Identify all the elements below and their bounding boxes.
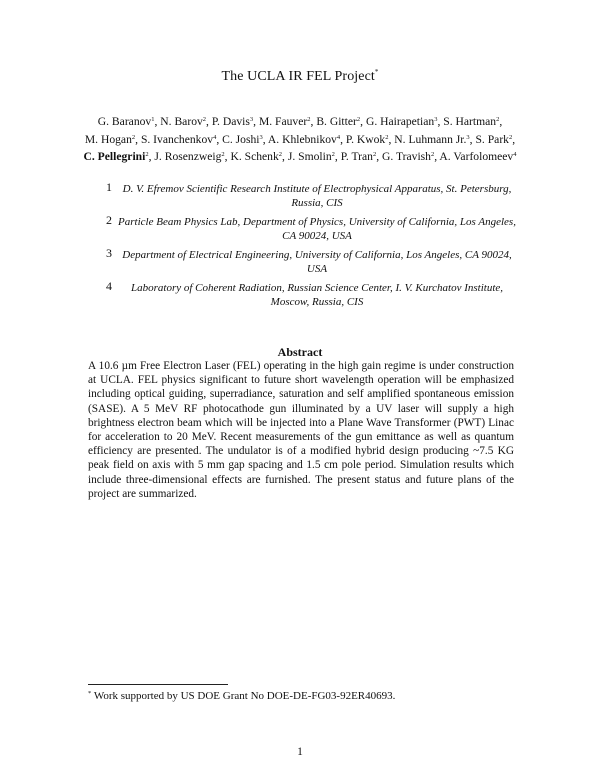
author-name bbox=[98, 115, 158, 128]
author-separator: , bbox=[253, 115, 257, 128]
author-name-text: J. Smolin bbox=[287, 150, 332, 164]
footnote-divider bbox=[88, 684, 228, 685]
author-name-text: S. Park bbox=[475, 132, 509, 146]
author-separator: , bbox=[512, 132, 516, 146]
affiliation-item bbox=[100, 215, 520, 243]
page-number: 1 bbox=[297, 746, 303, 758]
affiliation-number: 3 bbox=[106, 246, 112, 260]
author-affiliation-mark: 2 bbox=[356, 116, 361, 123]
affiliation-number: 1 bbox=[106, 180, 112, 194]
author-name bbox=[84, 150, 152, 163]
author-separator: , bbox=[469, 132, 473, 146]
author-name-text: P. Davis bbox=[211, 115, 250, 128]
author-affiliation-mark: 4 bbox=[513, 151, 517, 159]
author-affiliation-mark: 2 bbox=[131, 133, 136, 141]
affiliation-list bbox=[100, 182, 520, 314]
affiliation-text: Department of Electrical Engineering, University of California, Los Angeles, CA 90024, USA bbox=[122, 249, 512, 275]
affiliation-text: D. V. Efremov Scientific Research Institute of Electrophysical Apparatus, St. Petersburg, Russia, CIS bbox=[122, 183, 512, 209]
author-name bbox=[443, 115, 502, 128]
author-separator: , bbox=[148, 150, 152, 164]
author-name-text: N. Luhmann Jr. bbox=[394, 132, 467, 146]
author-name-text: G. Hairapetian bbox=[365, 115, 435, 128]
title-footnote-mark: * bbox=[374, 68, 379, 76]
author-affiliation-mark: 3 bbox=[434, 116, 438, 123]
author-separator: , bbox=[135, 132, 139, 146]
author-affiliation-mark: 2 bbox=[202, 116, 207, 123]
author-name bbox=[154, 150, 227, 163]
author-name-text: B. Gitter bbox=[316, 115, 357, 128]
author-separator: , bbox=[376, 150, 380, 164]
author-name bbox=[85, 133, 138, 146]
author-separator: , bbox=[360, 115, 364, 128]
author-name-text: P. Tran bbox=[340, 150, 373, 164]
author-affiliation-mark: 4 bbox=[336, 133, 341, 141]
author-separator: , bbox=[437, 115, 441, 128]
author-separator: , bbox=[282, 150, 285, 164]
author-name-text: J. Rosenzweig bbox=[154, 150, 222, 164]
author-affiliation-mark: 2 bbox=[307, 116, 311, 123]
author-name bbox=[222, 133, 266, 146]
author-name bbox=[259, 115, 313, 128]
author-name bbox=[439, 150, 516, 163]
author-name bbox=[230, 150, 284, 163]
author-affiliation-mark: 2 bbox=[145, 151, 149, 159]
affiliation-number: 4 bbox=[106, 279, 112, 293]
author-name-text: S. Hartman bbox=[443, 115, 497, 128]
author-name-text: S. Ivanchenkov bbox=[140, 132, 214, 146]
author-separator: , bbox=[154, 115, 158, 128]
author-name-text: C. Pellegrini bbox=[83, 150, 146, 164]
author-name-text: K. Schenk bbox=[230, 150, 279, 164]
author-name bbox=[394, 133, 472, 146]
author-name-text: G. Travish bbox=[382, 150, 431, 164]
author-name-text: P. Kwok bbox=[345, 132, 386, 146]
affiliation-item bbox=[100, 182, 520, 210]
author-name-text: M. Hogan bbox=[84, 132, 132, 146]
author-name bbox=[316, 115, 363, 128]
author-affiliation-mark: 2 bbox=[221, 151, 225, 159]
author-name bbox=[475, 133, 515, 146]
author-affiliation-mark: 2 bbox=[278, 151, 283, 159]
author-name bbox=[288, 150, 338, 163]
author-affiliation-mark: 3 bbox=[466, 133, 470, 141]
author-affiliation-mark: 2 bbox=[508, 133, 513, 141]
author-separator: , bbox=[206, 115, 209, 128]
affiliation-text: Particle Beam Physics Lab, Department of Physics, University of California, Los Angeles, CA 90024, USA bbox=[118, 216, 516, 242]
author-separator: , bbox=[334, 150, 338, 164]
footnote-mark: * bbox=[88, 690, 92, 697]
author-affiliation-mark: 2 bbox=[385, 133, 389, 141]
author-name-text: M. Fauver bbox=[258, 115, 308, 128]
paper-title-text: The UCLA IR FEL Project bbox=[221, 69, 375, 84]
author-affiliation-mark: 2 bbox=[331, 151, 335, 159]
author-name bbox=[382, 150, 437, 163]
author-name bbox=[346, 133, 391, 146]
author-name-text: C. Joshi bbox=[222, 132, 260, 146]
author-name bbox=[366, 115, 440, 128]
author-affiliation-mark: 4 bbox=[213, 133, 217, 141]
author-name-text: G. Baranov bbox=[97, 115, 152, 128]
author-affiliation-mark: 3 bbox=[259, 133, 263, 141]
author-name-text: N. Barov bbox=[160, 115, 203, 128]
affiliation-item bbox=[100, 281, 520, 309]
paper-title bbox=[0, 68, 600, 85]
author-separator: , bbox=[224, 150, 228, 164]
author-affiliation-mark: 2 bbox=[430, 151, 435, 159]
abstract-heading: Abstract bbox=[277, 345, 323, 359]
author-affiliation-mark: 2 bbox=[372, 151, 377, 159]
footnote-text: Work supported by US DOE Grant No DOE-DE-FG03-92ER40693. bbox=[93, 690, 396, 702]
affiliation-text: Laboratory of Coherent Radiation, Russian Science Center, I. V. Kurchatov Institute, Moscow, Russia, CIS bbox=[130, 282, 504, 308]
footnote bbox=[88, 690, 518, 702]
author-separator: , bbox=[262, 132, 266, 146]
author-affiliation-mark: 2 bbox=[496, 116, 500, 123]
author-list bbox=[82, 112, 518, 165]
author-separator: , bbox=[499, 115, 503, 128]
author-name bbox=[268, 133, 343, 146]
author-separator: , bbox=[388, 132, 392, 146]
affiliation-number: 2 bbox=[106, 213, 112, 227]
author-affiliation-mark: 1 bbox=[151, 116, 155, 123]
author-name-text: A. Khlebnikov bbox=[267, 132, 337, 146]
author-separator: , bbox=[310, 115, 314, 128]
author-name bbox=[141, 133, 219, 146]
author-name-text: A. Varfolomeev bbox=[439, 150, 514, 164]
author-separator: , bbox=[340, 132, 343, 146]
author-separator: , bbox=[434, 150, 438, 164]
author-name bbox=[212, 115, 256, 128]
author-name bbox=[341, 150, 379, 163]
affiliation-item bbox=[100, 248, 520, 276]
author-separator: , bbox=[216, 132, 220, 146]
author-affiliation-mark: 3 bbox=[249, 116, 254, 123]
abstract-body: A 10.6 µm Free Electron Laser (FEL) operating in the high gain regime is under construction at UCLA. FEL physics significant to future short wavelength operation will be emphasized including optical guiding, superradiance, saturation and self amplified spontaneous emission (SASE). A 5 MeV RF photocathode gun illuminated by a UV laser will supply a high brightness electron beam which will be injected into a Plane Wave Transformer (PWT) Linac for acceleration to 20 MeV. Recent measurements of the gun emittance as well as quantum efficiency are presented. The undulator is of a modified hybrid design producing ~7.5 KG peak field on axis with 5 mm gap spacing and 1.5 cm pole period. Simulation results which include three-dimensional effects are furnished. The present status and future plans of the project are summarized. bbox=[88, 360, 514, 500]
author-name bbox=[160, 115, 209, 128]
